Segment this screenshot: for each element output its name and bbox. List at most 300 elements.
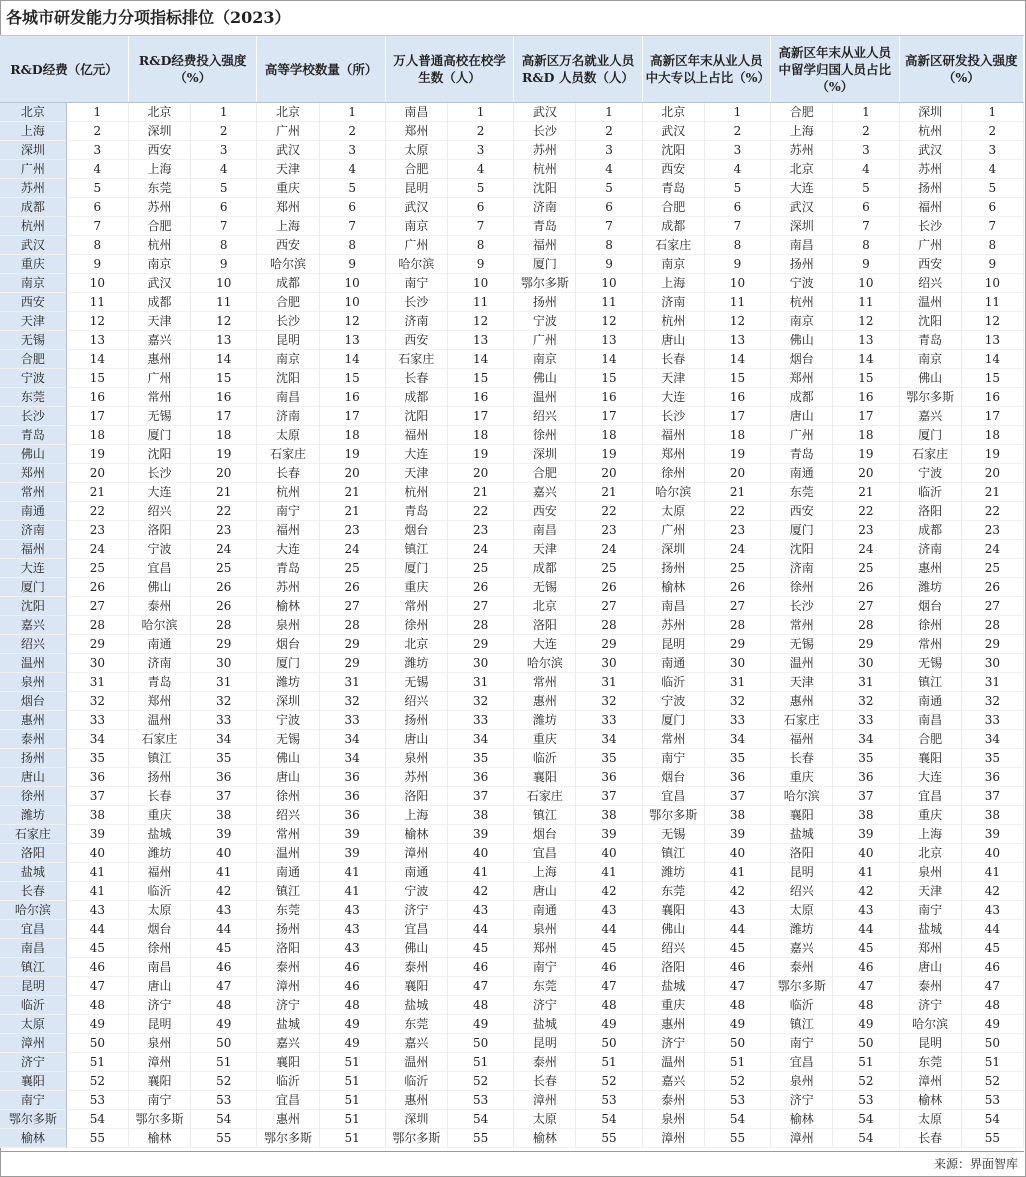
rank-cell: 42 — [191, 882, 257, 901]
city-cell: 深圳 — [899, 103, 961, 122]
rank-cell: 30 — [961, 654, 1023, 673]
rank-cell: 39 — [66, 825, 128, 844]
rank-cell: 51 — [319, 1053, 385, 1072]
rank-cell: 39 — [704, 825, 770, 844]
rank-cell: 34 — [66, 730, 128, 749]
rank-cell: 17 — [961, 407, 1023, 426]
rank-cell: 55 — [576, 1129, 642, 1148]
rank-cell: 19 — [961, 445, 1023, 464]
rank-cell: 17 — [319, 407, 385, 426]
rank-cell: 26 — [66, 578, 128, 597]
city-cell: 洛阳 — [385, 787, 447, 806]
city-cell: 榆林 — [128, 1129, 190, 1148]
rank-cell: 23 — [319, 521, 385, 540]
city-cell: 温州 — [642, 1053, 704, 1072]
rank-cell: 41 — [448, 863, 514, 882]
rank-cell: 29 — [191, 635, 257, 654]
rank-cell: 16 — [319, 388, 385, 407]
city-cell: 成都 — [642, 217, 704, 236]
city-cell: 扬州 — [0, 749, 66, 768]
rank-cell: 51 — [319, 1110, 385, 1129]
city-cell: 郑州 — [385, 122, 447, 141]
rank-cell: 9 — [961, 255, 1023, 274]
city-cell: 南昌 — [642, 597, 704, 616]
rank-cell: 5 — [961, 179, 1023, 198]
city-cell: 徐州 — [771, 578, 833, 597]
rank-cell: 40 — [448, 844, 514, 863]
rank-cell: 16 — [704, 388, 770, 407]
ranking-table — [0, 36, 1024, 1148]
rank-cell: 3 — [319, 141, 385, 160]
city-cell: 南昌 — [385, 103, 447, 122]
city-cell: 宁波 — [128, 540, 190, 559]
city-cell: 泰州 — [899, 977, 961, 996]
table-row — [0, 312, 1024, 331]
rank-cell: 3 — [448, 141, 514, 160]
city-cell: 青岛 — [257, 559, 319, 578]
city-cell: 长春 — [642, 350, 704, 369]
city-cell: 漳州 — [257, 977, 319, 996]
rank-cell: 14 — [704, 350, 770, 369]
city-cell: 潍坊 — [771, 920, 833, 939]
rank-cell: 46 — [833, 958, 899, 977]
city-cell: 镇江 — [0, 958, 66, 977]
rank-cell: 46 — [576, 958, 642, 977]
rank-cell: 24 — [704, 540, 770, 559]
rank-cell: 48 — [704, 996, 770, 1015]
city-cell: 襄阳 — [642, 901, 704, 920]
city-cell: 深圳 — [257, 692, 319, 711]
table-row — [0, 464, 1024, 483]
rank-cell: 4 — [191, 160, 257, 179]
city-cell: 扬州 — [385, 711, 447, 730]
city-cell: 镇江 — [771, 1015, 833, 1034]
table-row — [0, 692, 1024, 711]
city-cell: 鄂尔多斯 — [642, 806, 704, 825]
city-cell: 扬州 — [899, 179, 961, 198]
city-cell: 杭州 — [771, 293, 833, 312]
rank-cell: 2 — [448, 122, 514, 141]
table-body — [0, 103, 1024, 1148]
rank-cell: 39 — [448, 825, 514, 844]
table-row — [0, 198, 1024, 217]
rank-cell: 55 — [66, 1129, 128, 1148]
city-cell: 济宁 — [771, 1091, 833, 1110]
rank-cell: 52 — [448, 1072, 514, 1091]
city-cell: 唐山 — [514, 882, 576, 901]
table-row — [0, 996, 1024, 1015]
rank-cell: 13 — [448, 331, 514, 350]
city-cell: 福州 — [899, 198, 961, 217]
column-header: 万人普通高校在校学生数（人） — [385, 36, 513, 103]
rank-cell: 35 — [704, 749, 770, 768]
city-cell: 常州 — [899, 635, 961, 654]
city-cell: 哈尔滨 — [257, 255, 319, 274]
city-cell: 沈阳 — [385, 407, 447, 426]
table-row — [0, 236, 1024, 255]
rank-cell: 3 — [704, 141, 770, 160]
table-row — [0, 901, 1024, 920]
city-cell: 佛山 — [257, 749, 319, 768]
rank-cell: 37 — [448, 787, 514, 806]
city-cell: 常州 — [642, 730, 704, 749]
city-cell: 石家庄 — [128, 730, 190, 749]
table-row — [0, 578, 1024, 597]
rank-cell: 28 — [191, 616, 257, 635]
rank-cell: 36 — [704, 768, 770, 787]
rank-cell: 8 — [704, 236, 770, 255]
city-cell: 北京 — [514, 597, 576, 616]
rank-cell: 54 — [833, 1129, 899, 1148]
rank-cell: 50 — [448, 1034, 514, 1053]
rank-cell: 18 — [833, 426, 899, 445]
rank-cell: 26 — [576, 578, 642, 597]
city-cell: 泉州 — [128, 1034, 190, 1053]
table-title: 各城市研发能力分项指标排位（2023） — [0, 0, 1024, 36]
city-cell: 绍兴 — [128, 502, 190, 521]
rank-cell: 43 — [961, 901, 1023, 920]
city-cell: 广州 — [642, 521, 704, 540]
rank-cell: 17 — [833, 407, 899, 426]
rank-cell: 49 — [961, 1015, 1023, 1034]
rank-cell: 20 — [448, 464, 514, 483]
city-cell: 昆明 — [642, 635, 704, 654]
rank-cell: 3 — [191, 141, 257, 160]
table-row — [0, 521, 1024, 540]
rank-cell: 17 — [66, 407, 128, 426]
rank-cell: 15 — [319, 369, 385, 388]
city-cell: 成都 — [514, 559, 576, 578]
rank-cell: 43 — [319, 901, 385, 920]
table-row — [0, 1129, 1024, 1148]
city-cell: 苏州 — [514, 141, 576, 160]
rank-cell: 43 — [833, 901, 899, 920]
rank-cell: 21 — [319, 483, 385, 502]
city-cell: 南昌 — [899, 711, 961, 730]
city-cell: 漳州 — [771, 1129, 833, 1148]
rank-cell: 11 — [448, 293, 514, 312]
table-row — [0, 122, 1024, 141]
city-cell: 漳州 — [0, 1034, 66, 1053]
city-cell: 大连 — [514, 635, 576, 654]
city-cell: 盐城 — [771, 825, 833, 844]
rank-cell: 46 — [448, 958, 514, 977]
city-cell: 昆明 — [514, 1034, 576, 1053]
city-cell: 宜昌 — [0, 920, 66, 939]
city-cell: 南宁 — [899, 901, 961, 920]
rank-cell: 53 — [191, 1091, 257, 1110]
rank-cell: 21 — [191, 483, 257, 502]
city-cell: 无锡 — [771, 635, 833, 654]
city-cell: 嘉兴 — [771, 939, 833, 958]
rank-cell: 1 — [576, 103, 642, 122]
city-cell: 上海 — [0, 122, 66, 141]
rank-cell: 34 — [833, 730, 899, 749]
rank-cell: 49 — [448, 1015, 514, 1034]
city-cell: 漳州 — [899, 1072, 961, 1091]
rank-cell: 19 — [66, 445, 128, 464]
city-cell: 南昌 — [771, 236, 833, 255]
city-cell: 大连 — [385, 445, 447, 464]
city-cell: 石家庄 — [771, 711, 833, 730]
city-cell: 鄂尔多斯 — [899, 388, 961, 407]
rank-cell: 1 — [704, 103, 770, 122]
rank-cell: 29 — [319, 635, 385, 654]
city-cell: 烟台 — [642, 768, 704, 787]
city-cell: 济宁 — [385, 901, 447, 920]
rank-cell: 18 — [448, 426, 514, 445]
rank-cell: 27 — [704, 597, 770, 616]
rank-cell: 4 — [66, 160, 128, 179]
rank-cell: 20 — [319, 464, 385, 483]
rank-cell: 11 — [66, 293, 128, 312]
rank-cell: 1 — [191, 103, 257, 122]
rank-cell: 35 — [576, 749, 642, 768]
city-cell: 西安 — [514, 502, 576, 521]
city-cell: 石家庄 — [642, 236, 704, 255]
rank-cell: 49 — [319, 1034, 385, 1053]
rank-cell: 38 — [961, 806, 1023, 825]
city-cell: 沈阳 — [257, 369, 319, 388]
rank-cell: 26 — [191, 597, 257, 616]
rank-cell: 14 — [961, 350, 1023, 369]
rank-cell: 44 — [66, 920, 128, 939]
rank-cell: 26 — [319, 578, 385, 597]
table-row — [0, 160, 1024, 179]
rank-cell: 53 — [66, 1091, 128, 1110]
rank-cell: 31 — [448, 673, 514, 692]
city-cell: 上海 — [899, 825, 961, 844]
city-cell: 长沙 — [899, 217, 961, 236]
rank-cell: 45 — [704, 939, 770, 958]
rank-cell: 24 — [448, 540, 514, 559]
city-cell: 武汉 — [642, 122, 704, 141]
rank-cell: 4 — [961, 160, 1023, 179]
rank-cell: 9 — [319, 255, 385, 274]
city-cell: 长春 — [385, 369, 447, 388]
column-header: 高新区万名就业人员R&D 人员数（人） — [514, 36, 642, 103]
rank-cell: 37 — [576, 787, 642, 806]
city-cell: 鄂尔多斯 — [771, 977, 833, 996]
city-cell: 温州 — [385, 1053, 447, 1072]
city-cell: 盐城 — [385, 996, 447, 1015]
table-row — [0, 863, 1024, 882]
city-cell: 沈阳 — [514, 179, 576, 198]
rank-cell: 16 — [191, 388, 257, 407]
rank-cell: 10 — [833, 274, 899, 293]
rank-cell: 43 — [319, 939, 385, 958]
rank-cell: 29 — [66, 635, 128, 654]
city-cell: 昆明 — [899, 1034, 961, 1053]
header-row — [0, 36, 1024, 103]
column-header: 高新区年末从业人员中留学归国人员占比（%） — [771, 36, 899, 103]
rank-cell: 47 — [191, 977, 257, 996]
rank-cell: 47 — [833, 977, 899, 996]
rank-cell: 52 — [191, 1072, 257, 1091]
rank-cell: 21 — [319, 502, 385, 521]
city-cell: 武汉 — [514, 103, 576, 122]
table-row — [0, 806, 1024, 825]
city-cell: 长春 — [771, 749, 833, 768]
rank-cell: 32 — [961, 692, 1023, 711]
city-cell: 天津 — [257, 160, 319, 179]
rank-cell: 46 — [704, 958, 770, 977]
source-note: 来源：界面智库 — [0, 1151, 1024, 1175]
rank-cell: 13 — [66, 331, 128, 350]
rank-cell: 6 — [833, 198, 899, 217]
rank-cell: 37 — [191, 787, 257, 806]
rank-cell: 19 — [576, 445, 642, 464]
rank-cell: 35 — [448, 749, 514, 768]
city-cell: 绍兴 — [899, 274, 961, 293]
rank-cell: 42 — [576, 882, 642, 901]
rank-cell: 8 — [833, 236, 899, 255]
city-cell: 烟台 — [385, 521, 447, 540]
rank-cell: 30 — [191, 654, 257, 673]
city-cell: 石家庄 — [385, 350, 447, 369]
rank-cell: 32 — [704, 692, 770, 711]
rank-cell: 41 — [833, 863, 899, 882]
city-cell: 镇江 — [385, 540, 447, 559]
table-row — [0, 331, 1024, 350]
rank-cell: 1 — [448, 103, 514, 122]
city-cell: 石家庄 — [899, 445, 961, 464]
rank-cell: 23 — [448, 521, 514, 540]
rank-cell: 37 — [704, 787, 770, 806]
rank-cell: 10 — [319, 274, 385, 293]
city-cell: 无锡 — [257, 730, 319, 749]
city-cell: 无锡 — [385, 673, 447, 692]
city-cell: 武汉 — [0, 236, 66, 255]
city-cell: 厦门 — [642, 711, 704, 730]
rank-cell: 41 — [191, 863, 257, 882]
rank-cell: 30 — [704, 654, 770, 673]
city-cell: 杭州 — [899, 122, 961, 141]
table-row — [0, 502, 1024, 521]
city-cell: 重庆 — [899, 806, 961, 825]
city-cell: 济南 — [771, 559, 833, 578]
city-cell: 南宁 — [642, 749, 704, 768]
city-cell: 唐山 — [385, 730, 447, 749]
rank-cell: 6 — [576, 198, 642, 217]
rank-cell: 14 — [66, 350, 128, 369]
city-cell: 宁波 — [771, 274, 833, 293]
rank-cell: 13 — [704, 331, 770, 350]
city-cell: 南通 — [514, 901, 576, 920]
rank-cell: 11 — [961, 293, 1023, 312]
rank-cell: 20 — [961, 464, 1023, 483]
rank-cell: 37 — [961, 787, 1023, 806]
city-cell: 宁波 — [0, 369, 66, 388]
rank-cell: 35 — [66, 749, 128, 768]
city-cell: 郑州 — [771, 369, 833, 388]
city-cell: 临沂 — [771, 996, 833, 1015]
rank-cell: 23 — [704, 521, 770, 540]
rank-cell: 36 — [961, 768, 1023, 787]
rank-cell: 25 — [704, 559, 770, 578]
city-cell: 广州 — [514, 331, 576, 350]
table-row — [0, 293, 1024, 312]
city-cell: 扬州 — [257, 920, 319, 939]
rank-cell: 41 — [961, 863, 1023, 882]
rank-cell: 13 — [191, 331, 257, 350]
rank-cell: 43 — [319, 920, 385, 939]
city-cell: 杭州 — [128, 236, 190, 255]
city-cell: 青岛 — [128, 673, 190, 692]
rank-cell: 36 — [319, 768, 385, 787]
column-header: 高新区年末从业人员中大专以上占比（%） — [642, 36, 770, 103]
rank-cell: 12 — [576, 312, 642, 331]
rank-cell: 50 — [66, 1034, 128, 1053]
rank-cell: 13 — [319, 331, 385, 350]
rank-cell: 19 — [704, 445, 770, 464]
rank-cell: 21 — [448, 483, 514, 502]
city-cell: 鄂尔多斯 — [0, 1110, 66, 1129]
city-cell: 苏州 — [899, 160, 961, 179]
city-cell: 无锡 — [642, 825, 704, 844]
city-cell: 泉州 — [771, 1072, 833, 1091]
city-cell: 泰州 — [257, 958, 319, 977]
rank-cell: 51 — [833, 1053, 899, 1072]
rank-cell: 15 — [191, 369, 257, 388]
rank-cell: 53 — [448, 1091, 514, 1110]
city-cell: 南京 — [385, 217, 447, 236]
rank-cell: 13 — [833, 331, 899, 350]
city-cell: 郑州 — [514, 939, 576, 958]
city-cell: 镇江 — [642, 844, 704, 863]
rank-cell: 5 — [448, 179, 514, 198]
city-cell: 济南 — [899, 540, 961, 559]
city-cell: 惠州 — [0, 711, 66, 730]
city-cell: 东莞 — [0, 388, 66, 407]
city-cell: 南昌 — [128, 958, 190, 977]
rank-cell: 36 — [191, 768, 257, 787]
city-cell: 南宁 — [514, 958, 576, 977]
city-cell: 青岛 — [899, 331, 961, 350]
rank-cell: 1 — [66, 103, 128, 122]
rank-cell: 4 — [833, 160, 899, 179]
rank-cell: 5 — [66, 179, 128, 198]
city-cell: 上海 — [771, 122, 833, 141]
city-cell: 哈尔滨 — [771, 787, 833, 806]
city-cell: 广州 — [257, 122, 319, 141]
city-cell: 深圳 — [128, 122, 190, 141]
rank-cell: 35 — [961, 749, 1023, 768]
city-cell: 天津 — [899, 882, 961, 901]
city-cell: 长春 — [257, 464, 319, 483]
city-cell: 洛阳 — [514, 616, 576, 635]
city-cell: 长沙 — [0, 407, 66, 426]
rank-cell: 10 — [704, 274, 770, 293]
rank-cell: 36 — [319, 787, 385, 806]
city-cell: 惠州 — [128, 350, 190, 369]
rank-cell: 48 — [66, 996, 128, 1015]
rank-cell: 40 — [833, 844, 899, 863]
city-cell: 太原 — [257, 426, 319, 445]
rank-cell: 38 — [576, 806, 642, 825]
rank-cell: 28 — [961, 616, 1023, 635]
city-cell: 昆明 — [0, 977, 66, 996]
city-cell: 合肥 — [899, 730, 961, 749]
city-cell: 襄阳 — [771, 806, 833, 825]
rank-cell: 46 — [961, 958, 1023, 977]
table-row — [0, 445, 1024, 464]
city-cell: 宜昌 — [514, 844, 576, 863]
rank-cell: 13 — [961, 331, 1023, 350]
rank-cell: 50 — [191, 1034, 257, 1053]
rank-cell: 49 — [66, 1015, 128, 1034]
city-cell: 佛山 — [385, 939, 447, 958]
